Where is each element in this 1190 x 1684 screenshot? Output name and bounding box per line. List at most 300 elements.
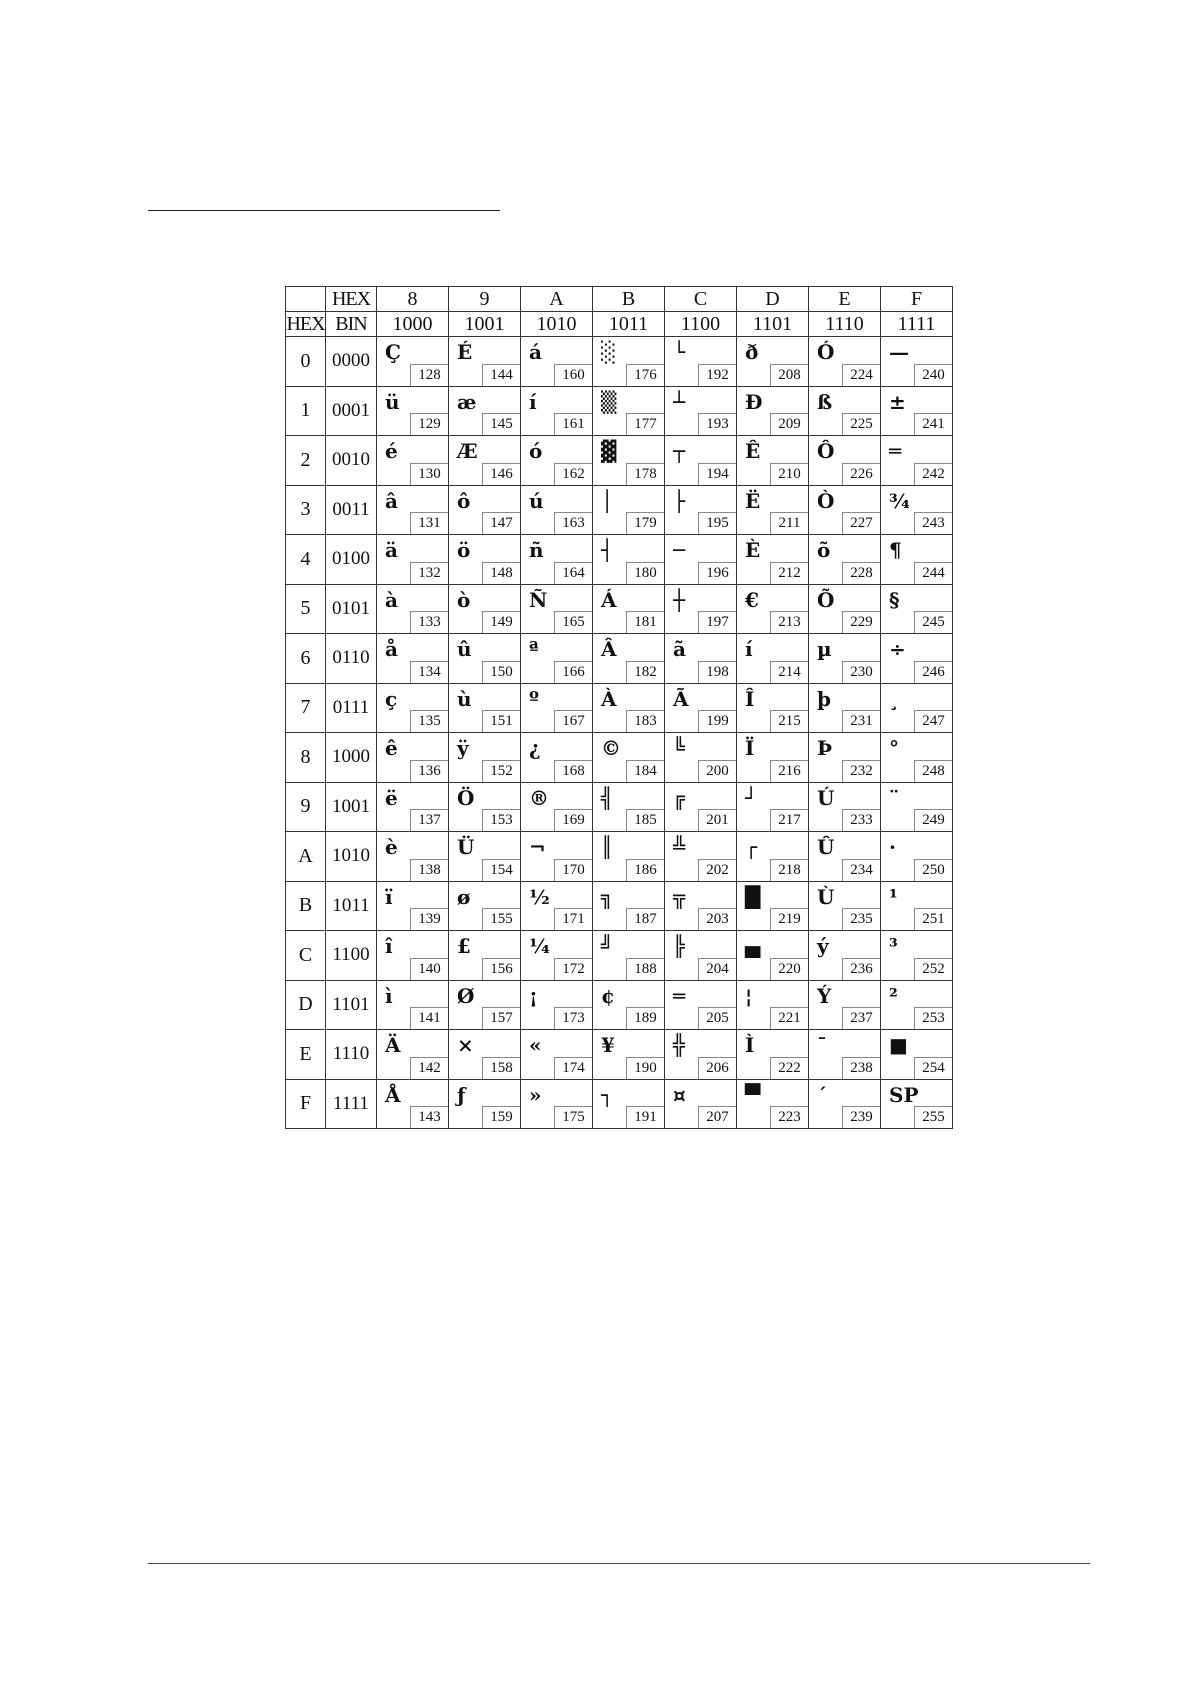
char-cell: [377, 337, 449, 387]
char-cell: [809, 782, 881, 832]
char-glyph: ë: [385, 785, 398, 810]
char-cell: [521, 485, 593, 535]
char-code: 145: [482, 413, 520, 435]
char-code: 221: [770, 1007, 808, 1029]
char-cell: [593, 832, 665, 882]
char-glyph: ╠: [673, 934, 686, 958]
header-hex-row: [286, 287, 953, 312]
char-glyph: ╝: [601, 934, 614, 958]
char-cell: [809, 980, 881, 1030]
char-cell: [521, 1079, 593, 1129]
char-code: 226: [842, 463, 880, 485]
char-cell: [593, 733, 665, 783]
row-hex-label: 5: [286, 584, 326, 634]
table-body: [286, 337, 953, 1129]
char-glyph: └: [673, 340, 686, 364]
row-bin-label: 1110: [326, 1030, 377, 1080]
char-glyph: Ô: [817, 439, 835, 463]
char-glyph: ù: [457, 686, 472, 711]
char-glyph: Û: [817, 835, 835, 859]
row-bin-label: 0001: [326, 386, 377, 436]
char-glyph: ▓: [601, 439, 617, 463]
char-cell: [521, 634, 593, 684]
column-hex-header: C: [665, 287, 737, 312]
char-glyph: ■: [889, 1033, 908, 1057]
char-glyph: Õ: [817, 587, 835, 612]
row-bin-label: 0110: [326, 634, 377, 684]
char-code: 192: [698, 364, 736, 386]
char-glyph: ┤: [601, 538, 614, 562]
table-row: [286, 733, 953, 783]
char-code: 245: [914, 611, 952, 633]
char-glyph: ┐: [601, 1082, 614, 1107]
char-cell: [377, 733, 449, 783]
header-bin-row: [286, 312, 953, 337]
char-code: 141: [410, 1007, 448, 1029]
char-cell: [809, 584, 881, 634]
char-cell: [809, 1079, 881, 1129]
row-hex-label: 9: [286, 782, 326, 832]
char-code: 191: [626, 1106, 664, 1128]
char-code: 222: [770, 1057, 808, 1079]
char-cell: [809, 881, 881, 931]
char-code: 246: [914, 661, 952, 683]
char-cell: [665, 485, 737, 535]
char-cell: [665, 733, 737, 783]
char-cell: [809, 832, 881, 882]
char-code: 164: [554, 562, 592, 584]
char-glyph: ─: [673, 538, 686, 562]
char-code: 241: [914, 413, 952, 435]
table-row: [286, 980, 953, 1030]
char-cell: [737, 733, 809, 783]
char-cell: [881, 584, 953, 634]
char-glyph: ç: [385, 686, 398, 711]
char-glyph: å: [385, 637, 398, 661]
char-glyph: ó: [529, 439, 543, 463]
char-glyph: þ: [817, 686, 831, 711]
char-glyph: ╬: [673, 1033, 686, 1057]
char-cell: [881, 386, 953, 436]
char-cell: [737, 1030, 809, 1080]
char-code: 251: [914, 908, 952, 930]
char-glyph: ì: [385, 983, 393, 1008]
char-code: 156: [482, 958, 520, 980]
row-hex-label: 6: [286, 634, 326, 684]
char-code: 178: [626, 463, 664, 485]
char-glyph: Æ: [457, 439, 478, 463]
char-cell: [593, 535, 665, 585]
char-glyph: ¢: [601, 983, 615, 1008]
char-code: 170: [554, 859, 592, 881]
char-code: 230: [842, 661, 880, 683]
row-bin-label: 0011: [326, 485, 377, 535]
char-cell: [809, 683, 881, 733]
char-cell: [737, 931, 809, 981]
char-glyph: ð: [745, 340, 759, 364]
char-glyph: â: [385, 488, 398, 513]
char-cell: [593, 1030, 665, 1080]
char-cell: [665, 535, 737, 585]
char-code: 182: [626, 661, 664, 683]
char-glyph: ä: [385, 538, 398, 562]
char-code: 184: [626, 760, 664, 782]
char-code: 209: [770, 413, 808, 435]
char-cell: [449, 1030, 521, 1080]
char-code: 252: [914, 958, 952, 980]
char-glyph: ª: [529, 637, 539, 661]
char-cell: [449, 881, 521, 931]
char-cell: [377, 535, 449, 585]
char-cell: [881, 931, 953, 981]
char-code: 200: [698, 760, 736, 782]
char-glyph: ░: [601, 340, 617, 364]
row-bin-label: 1101: [326, 980, 377, 1030]
char-glyph: §: [889, 587, 900, 612]
char-glyph: ¡: [529, 983, 538, 1008]
char-code: 231: [842, 710, 880, 732]
table-row: [286, 436, 953, 486]
char-glyph: £: [457, 934, 471, 958]
char-cell: [593, 1079, 665, 1129]
char-code: 239: [842, 1106, 880, 1128]
char-glyph: SP: [889, 1082, 919, 1107]
char-code: 150: [482, 661, 520, 683]
char-cell: [521, 436, 593, 486]
char-glyph: ¿: [529, 736, 541, 760]
char-code: 249: [914, 809, 952, 831]
char-glyph: ║: [601, 835, 614, 859]
row-hex-label: 7: [286, 683, 326, 733]
char-code: 175: [554, 1106, 592, 1128]
char-glyph: ´: [817, 1082, 827, 1107]
char-glyph: ñ: [529, 538, 544, 562]
char-code: 171: [554, 908, 592, 930]
char-cell: [449, 584, 521, 634]
char-cell: [449, 386, 521, 436]
char-cell: [377, 485, 449, 535]
char-code: 198: [698, 661, 736, 683]
row-hex-label: C: [286, 931, 326, 981]
char-cell: [377, 386, 449, 436]
char-cell: [521, 683, 593, 733]
char-code: 238: [842, 1057, 880, 1079]
char-code: 190: [626, 1057, 664, 1079]
char-code: 214: [770, 661, 808, 683]
char-cell: [881, 683, 953, 733]
char-code: 179: [626, 512, 664, 534]
char-cell: [449, 980, 521, 1030]
column-bin-header: 1100: [665, 312, 737, 337]
char-glyph: ═: [889, 439, 902, 463]
char-cell: [665, 1030, 737, 1080]
char-glyph: ø: [457, 884, 471, 909]
row-bin-label: 1011: [326, 881, 377, 931]
table-row: [286, 832, 953, 882]
char-cell: [521, 584, 593, 634]
char-code: 165: [554, 611, 592, 633]
char-code: 140: [410, 958, 448, 980]
char-cell: [377, 1030, 449, 1080]
char-glyph: ▀: [745, 1082, 761, 1107]
char-code: 236: [842, 958, 880, 980]
char-cell: [377, 436, 449, 486]
char-glyph: │: [601, 488, 614, 513]
char-code: 255: [914, 1106, 952, 1128]
char-glyph: ³: [889, 934, 898, 958]
char-glyph: ╩: [673, 835, 686, 859]
char-cell: [593, 337, 665, 387]
char-glyph: Ã: [673, 686, 689, 711]
char-cell: [377, 832, 449, 882]
char-code: 210: [770, 463, 808, 485]
char-code: 138: [410, 859, 448, 881]
table-row: [286, 386, 953, 436]
char-glyph: õ: [817, 538, 831, 562]
row-hex-label: E: [286, 1030, 326, 1080]
char-cell: [449, 634, 521, 684]
char-code: 234: [842, 859, 880, 881]
char-code: 243: [914, 512, 952, 534]
char-glyph: î: [385, 934, 393, 958]
char-glyph: ╚: [673, 736, 686, 760]
char-glyph: ô: [457, 488, 471, 513]
char-code: 229: [842, 611, 880, 633]
char-cell: [521, 881, 593, 931]
char-code: 169: [554, 809, 592, 831]
char-glyph: ▒: [601, 389, 617, 414]
char-cell: [737, 1079, 809, 1129]
char-code: 228: [842, 562, 880, 584]
char-code: 207: [698, 1106, 736, 1128]
char-cell: [665, 931, 737, 981]
char-glyph: Å: [385, 1082, 401, 1107]
table-row: [286, 584, 953, 634]
char-cell: [521, 535, 593, 585]
char-cell: [593, 584, 665, 634]
row-hex-label: 3: [286, 485, 326, 535]
char-cell: [665, 683, 737, 733]
char-code: 173: [554, 1007, 592, 1029]
char-code: 144: [482, 364, 520, 386]
char-cell: [449, 683, 521, 733]
char-glyph: █: [745, 884, 761, 909]
row-hex-label: A: [286, 832, 326, 882]
row-hex-label: 0: [286, 337, 326, 387]
bottom-rule: [148, 1563, 1090, 1564]
char-code: 197: [698, 611, 736, 633]
column-hex-header: A: [521, 287, 593, 312]
char-code: 215: [770, 710, 808, 732]
row-bin-label: 0111: [326, 683, 377, 733]
char-cell: [521, 386, 593, 436]
char-code: 158: [482, 1057, 520, 1079]
char-glyph: ò: [457, 587, 471, 612]
column-hex-header: 9: [449, 287, 521, 312]
char-code: 225: [842, 413, 880, 435]
char-glyph: €: [745, 587, 759, 612]
table-row: [286, 337, 953, 387]
char-code: 233: [842, 809, 880, 831]
char-cell: [737, 832, 809, 882]
char-glyph: Ý: [817, 983, 832, 1008]
char-cell: [737, 782, 809, 832]
char-cell: [881, 436, 953, 486]
char-cell: [449, 931, 521, 981]
char-code: 223: [770, 1106, 808, 1128]
char-code: 219: [770, 908, 808, 930]
char-cell: [665, 881, 737, 931]
char-code: 152: [482, 760, 520, 782]
char-glyph: ß: [817, 389, 833, 414]
char-code: 128: [410, 364, 448, 386]
char-code: 247: [914, 710, 952, 732]
char-glyph: ®: [529, 785, 549, 810]
char-code: 161: [554, 413, 592, 435]
char-cell: [737, 584, 809, 634]
char-cell: [665, 782, 737, 832]
char-cell: [449, 485, 521, 535]
char-code: 224: [842, 364, 880, 386]
char-code: 168: [554, 760, 592, 782]
char-glyph: ÿ: [457, 736, 469, 760]
char-cell: [665, 634, 737, 684]
char-code: 186: [626, 859, 664, 881]
char-cell: [593, 485, 665, 535]
char-cell: [377, 980, 449, 1030]
char-code: 148: [482, 562, 520, 584]
char-glyph: ü: [385, 389, 400, 414]
char-code: 242: [914, 463, 952, 485]
char-code: 147: [482, 512, 520, 534]
char-glyph: ¸: [889, 686, 899, 711]
char-glyph: ╣: [601, 785, 614, 810]
char-code: 204: [698, 958, 736, 980]
char-code: 183: [626, 710, 664, 732]
char-glyph: ú: [529, 488, 544, 513]
row-hex-label: B: [286, 881, 326, 931]
column-hex-header: 8: [377, 287, 449, 312]
char-glyph: Þ: [817, 736, 833, 760]
row-hex-label: 2: [286, 436, 326, 486]
char-glyph: ï: [385, 884, 393, 909]
char-cell: [665, 386, 737, 436]
char-cell: [449, 832, 521, 882]
char-glyph: ¹: [889, 884, 898, 909]
char-cell: [809, 1030, 881, 1080]
char-code: 177: [626, 413, 664, 435]
char-code: 193: [698, 413, 736, 435]
char-glyph: ▄: [745, 934, 761, 958]
char-glyph: Ú: [817, 785, 835, 810]
char-cell: [665, 337, 737, 387]
char-code: 227: [842, 512, 880, 534]
row-hex-label: D: [286, 980, 326, 1030]
char-glyph: ±: [889, 389, 906, 414]
char-glyph: Â: [601, 637, 617, 661]
table-row: [286, 931, 953, 981]
char-glyph: «: [529, 1033, 542, 1057]
char-glyph: Ä: [385, 1033, 401, 1057]
column-hex-header: E: [809, 287, 881, 312]
char-code: 136: [410, 760, 448, 782]
char-glyph: ×: [457, 1033, 474, 1057]
char-glyph: Ê: [745, 439, 761, 463]
char-glyph: ƒ: [457, 1082, 466, 1107]
char-glyph: µ: [817, 637, 832, 661]
column-bin-header: 1111: [881, 312, 953, 337]
char-code: 167: [554, 710, 592, 732]
char-glyph: à: [385, 587, 398, 612]
row-bin-label: 1001: [326, 782, 377, 832]
char-glyph: ¥: [601, 1033, 615, 1057]
char-cell: [881, 485, 953, 535]
char-glyph: ã: [673, 637, 686, 661]
char-code: 180: [626, 562, 664, 584]
char-cell: [521, 931, 593, 981]
char-glyph: ©: [601, 736, 621, 760]
char-cell: [881, 881, 953, 931]
char-code: 137: [410, 809, 448, 831]
char-code: 188: [626, 958, 664, 980]
char-code: 163: [554, 512, 592, 534]
char-cell: [881, 832, 953, 882]
char-code: 196: [698, 562, 736, 584]
char-glyph: ¤: [673, 1082, 686, 1107]
char-cell: [809, 733, 881, 783]
char-code: 194: [698, 463, 736, 485]
char-code: 254: [914, 1057, 952, 1079]
char-code: 153: [482, 809, 520, 831]
column-bin-header: 1000: [377, 312, 449, 337]
char-code: 211: [770, 512, 808, 534]
char-code: 205: [698, 1007, 736, 1029]
column-bin-header: 1001: [449, 312, 521, 337]
char-cell: [521, 337, 593, 387]
char-cell: [737, 634, 809, 684]
char-glyph: Ø: [457, 983, 475, 1008]
char-cell: [737, 980, 809, 1030]
char-cell: [737, 881, 809, 931]
char-glyph: Ó: [817, 340, 835, 364]
bin-label: BIN: [326, 312, 377, 337]
char-cell: [593, 683, 665, 733]
char-cell: [737, 485, 809, 535]
table-row: [286, 1079, 953, 1129]
char-cell: [881, 733, 953, 783]
char-glyph: ¶: [889, 538, 902, 562]
char-glyph: ÷: [889, 637, 906, 661]
char-cell: [593, 980, 665, 1030]
char-cell: [737, 535, 809, 585]
table-row: [286, 881, 953, 931]
column-hex-header: D: [737, 287, 809, 312]
char-code: 157: [482, 1007, 520, 1029]
char-glyph: ¬: [529, 835, 546, 859]
char-cell: [809, 485, 881, 535]
char-glyph: ¨: [889, 785, 899, 810]
char-cell: [881, 634, 953, 684]
table-row: [286, 782, 953, 832]
char-code: 160: [554, 364, 592, 386]
char-glyph: Ð: [745, 389, 763, 414]
char-code: 185: [626, 809, 664, 831]
char-glyph: ¼: [529, 934, 550, 958]
char-cell: [809, 436, 881, 486]
char-cell: [881, 1030, 953, 1080]
char-code: 139: [410, 908, 448, 930]
char-glyph: í: [529, 389, 537, 414]
